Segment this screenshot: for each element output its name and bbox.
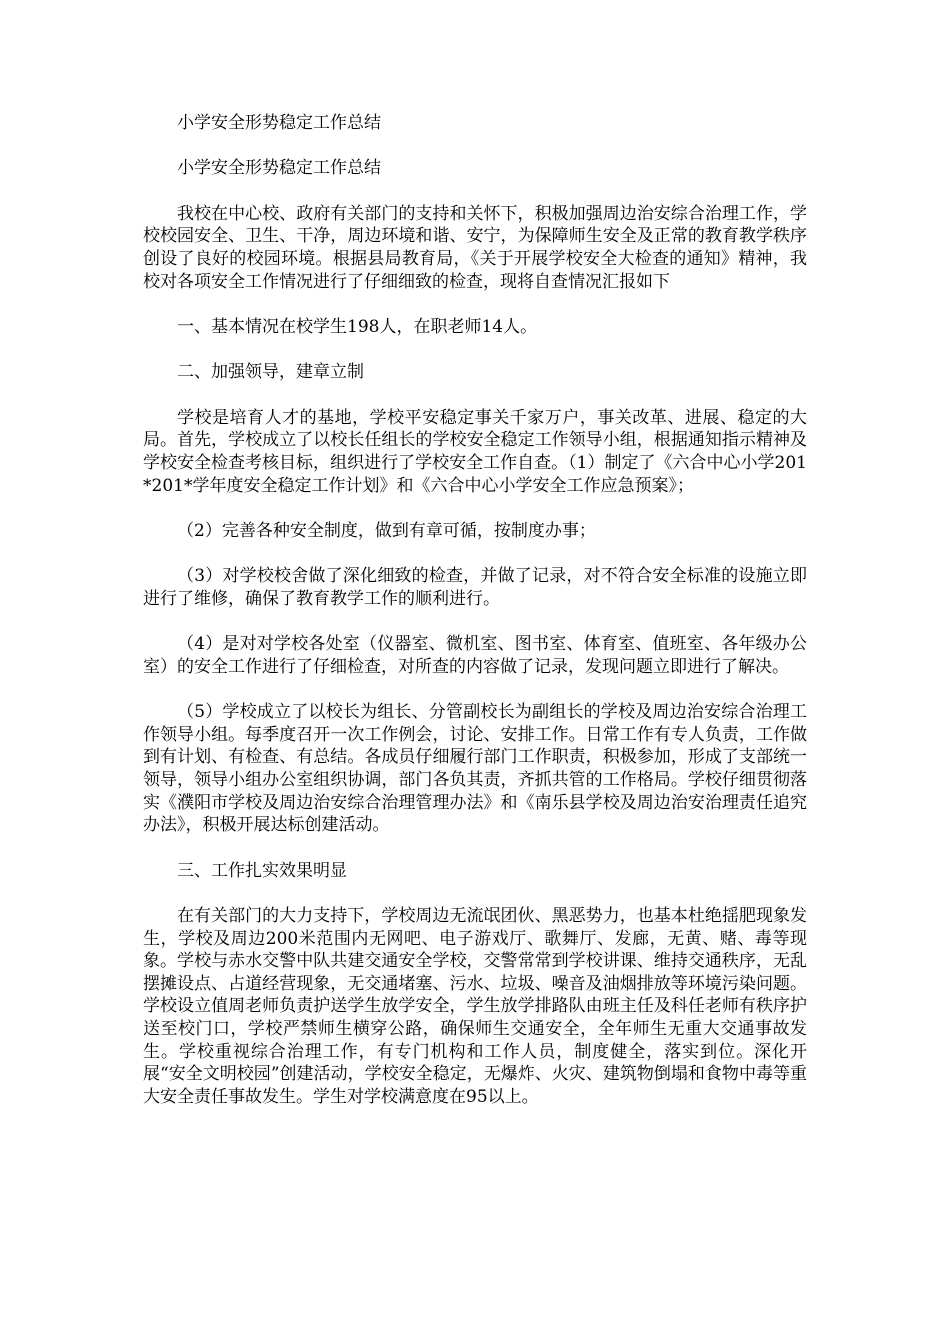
paragraph-leadership: 学校是培育人才的基地，学校平安稳定事关千家万户，事关改革、进展、稳定的大局。首先，学校成立了以校长任组长的学校安全稳定工作领导小组，根据通知指示精神及学校安全检查考核目标，组织进行了学校安全工作自查。（1）制定了《六合中心小学201*201*学年度安全稳定工作计划》和《六合中心小学安全工作应急预案》；: [143, 407, 807, 496]
document-subtitle: 小学安全形势稳定工作总结: [177, 158, 381, 179]
list-item-4: （4）是对对学校各处室（仪器室、微机室、图书室、体育室、值班室、各年级办公室）的安全工作进行了仔细检查，对所查的内容做了记录，发现问题立即进行了解决。: [143, 634, 807, 677]
section-heading-results: 三、工作扎实效果明显: [177, 860, 347, 881]
section-heading-basic-info: 一、基本情况在校学生198人，在职老师14人。: [177, 316, 538, 337]
paragraph-results: 在有关部门的大力支持下，学校周边无流氓团伙、黑恶势力，也基本杜绝揺肥现象发生，学校及周边200米范围内无网吧、电子游戏厅、歌舞厅、发廊，无黄、赌、毒等现象。学校与赤水交警中队共建交通安全学校，交警常常到学校讲课、维持交通秩序，无乱摆摊设点、占道经营现象，无交通堵塞、污水、垃圾、噪音及油烟排放等环境污染问题。学校设立值周老师负责护送学生放学安全，学生放学排路队由班主任及科任老师有秩序护送至校门口，学校严禁师生横穿公路，确保师生交通安全，全年师生无重大交通事故发生。学校重视综合治理工作，有专门机构和工作人员，制度健全，落实到位。深化开展“安全文明校园”创建活动，学校安全稳定，无爆炸、火灾、建筑物倒塌和食物中毒等重大安全责任事故发生。学生对学校满意度在95以上。: [143, 906, 807, 1107]
list-item-5: （5）学校成立了以校长为组长、分管副校长为副组长的学校及周边治安综合治理工作领导小组。每季度召开一次工作例会，讨论、安排工作。日常工作有专人负责，工作做到有计划、有检查、有总结。各成员仔细履行部门工作职责，积极参加，形成了支部统一领导，领导小组办公室组织协调，部门各负其责，齐抓共管的工作格局。学校仔细贯彻落实《濮阳市学校及周边治安综合治理管理办法》和《南乐县学校及周边治安治理责任追究办法》，积极开展达标创建活动。: [143, 702, 807, 836]
paragraph-intro: 我校在中心校、政府有关部门的支持和关怀下，积极加强周边治安综合治理工作，学校校园安全、卫生、干净，周边环境和谐、安宁，为保障师生安全及正常的教育教学秩序创设了良好的校园环境。根据县局教育局，《关于开展学校安全大检查的通知》精神，我校对各项安全工作情况进行了仔细细致的检查，现将自查情况汇报如下: [143, 203, 807, 292]
document-page: [143, 112, 807, 1108]
document-title: 小学安全形势稳定工作总结: [177, 113, 381, 133]
section-heading-leadership: 二、加强领导，建章立制: [177, 362, 364, 383]
list-item-2: （2）完善各种安全制度，做到有章可循，按制度办事；: [177, 520, 596, 541]
list-item-3: （3）对学校校舍做了深化细致的检查，并做了记录，对不符合安全标准的设施立即进行了维修，确保了教育教学工作的顺利进行。: [143, 566, 807, 609]
